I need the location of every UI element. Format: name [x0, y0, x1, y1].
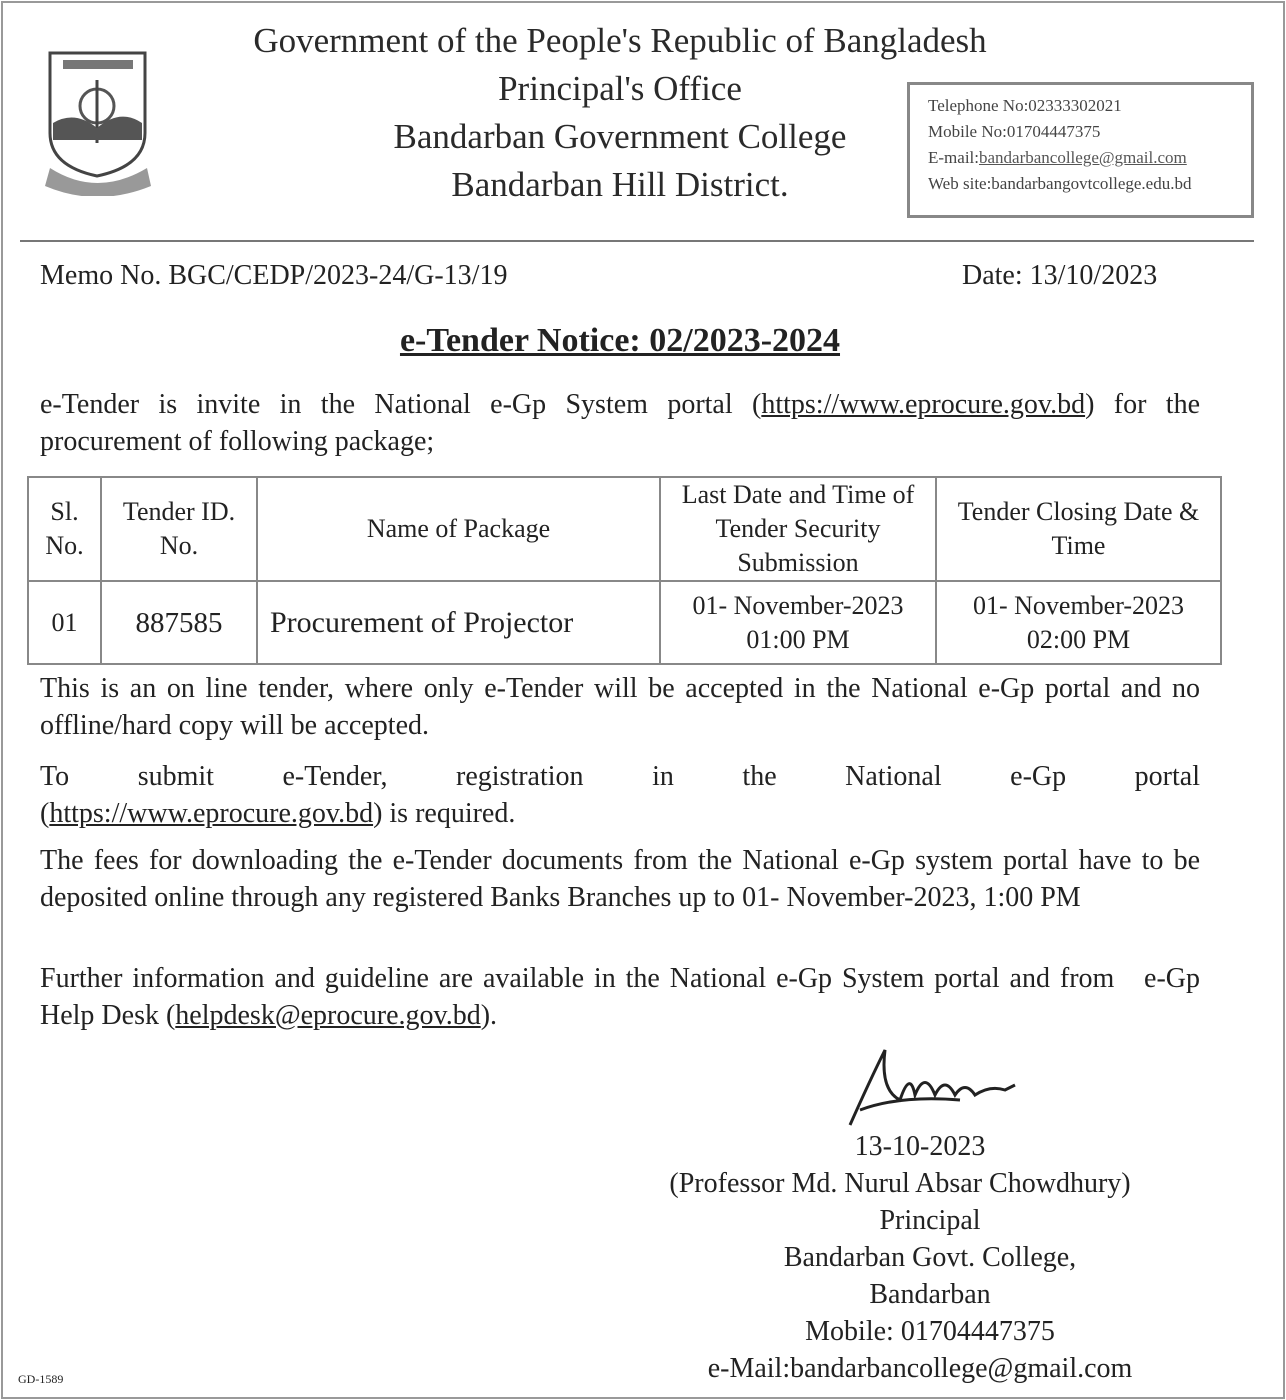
college-logo	[45, 48, 155, 196]
intro-text: e-Tender is invite in the National e-Gp System portal (	[40, 389, 762, 420]
district-line: Bandarban Hill District.	[451, 165, 789, 204]
cell-closing-date: 01- November-2023 02:00 PM	[936, 581, 1221, 664]
col-security-date: Last Date and Time of Tender Security Submission	[660, 477, 936, 581]
col-closing-date: Tender Closing Date & Time	[936, 477, 1221, 581]
signatory-mobile: Mobile: 01704447375	[805, 1316, 1055, 1347]
gov-line: Government of the People's Republic of Bangladesh	[253, 21, 987, 60]
eprocure-link-2[interactable]: https://www.eprocure.gov.bd	[49, 798, 374, 829]
cell-tender-id: 887585	[101, 581, 257, 664]
col-sl: Sl. No.	[28, 477, 101, 581]
table-header-row	[28, 477, 1221, 581]
intro-text-end: ) for the procurement of following package;	[40, 389, 1200, 457]
eprocure-link[interactable]: https://www.eprocure.gov.bd	[761, 389, 1086, 420]
cell-sl: 01	[28, 581, 101, 664]
helpdesk-link[interactable]: helpdesk@eprocure.gov.bd	[175, 1000, 481, 1031]
further-info-text: Further information and guideline are available in the National e-Gp System portal and from e-Gp Help Desk (	[40, 963, 1207, 1031]
website: Web site:bandarbangovtcollege.edu.bd	[928, 174, 1192, 193]
cell-package: Procurement of Projector	[257, 581, 660, 664]
registration-text-end: ) is required.	[373, 798, 516, 829]
office-line: Principal's Office	[498, 69, 742, 108]
paragraph-fees: The fees for downloading the e-Tender documents from the National e-Gp system portal have to be deposited online through any registered Banks Branches up to 01- November-2023, 1:00 PM	[40, 845, 1200, 913]
divider	[20, 240, 1254, 242]
further-info-end: ).	[480, 1000, 498, 1031]
cell-security-date: 01- November-2023 01:00 PM	[660, 581, 936, 664]
contact-box	[907, 82, 1254, 218]
mobile: Mobile No:01704447375	[928, 122, 1101, 141]
signatory-place: Bandarban	[869, 1279, 991, 1310]
signature	[840, 1040, 1040, 1130]
table-row	[28, 581, 1221, 664]
signatory-org: Bandarban Govt. College,	[783, 1242, 1077, 1273]
signatory-name: (Professor Md. Nurul Absar Chowdhury)	[669, 1168, 1131, 1199]
telephone: Telephone No:02333302021	[928, 96, 1122, 115]
signature-block	[600, 1128, 1260, 1387]
email	[928, 145, 1233, 171]
college-line: Bandarban Government College	[393, 117, 847, 156]
paragraph-registration: To submit e-Tender, registration in the National e-Gp portal (https://www.eprocure.gov.bd) is required.	[40, 758, 1200, 832]
intro-paragraph	[40, 386, 1200, 460]
notice-date: Date: 13/10/2023	[962, 260, 1158, 291]
memo-number: Memo No. BGC/CEDP/2023-24/G-13/19	[40, 260, 508, 291]
signature-date: 13-10-2023	[854, 1131, 986, 1162]
gd-number: GD-1589	[18, 1372, 64, 1386]
col-package: Name of Package	[257, 477, 660, 581]
tender-table	[27, 476, 1222, 665]
col-tender-id: Tender ID. No.	[101, 477, 257, 581]
email-link[interactable]: bandarbancollege@gmail.com	[978, 148, 1187, 167]
paragraph-online: This is an on line tender, where only e-Tender will be accepted in the National e-Gp portal and no offline/hard copy will be accepted.	[40, 673, 1200, 741]
email-label: E-mail:	[928, 148, 979, 167]
notice-title: e-Tender Notice: 02/2023-2024	[399, 322, 841, 359]
paragraph-further-info	[40, 960, 1207, 1034]
signatory-title: Principal	[879, 1205, 981, 1236]
registration-text: To submit e-Tender, registration in the National e-Gp portal	[40, 761, 1200, 792]
signatory-email: e-Mail:bandarbancollege@gmail.com	[707, 1353, 1133, 1384]
